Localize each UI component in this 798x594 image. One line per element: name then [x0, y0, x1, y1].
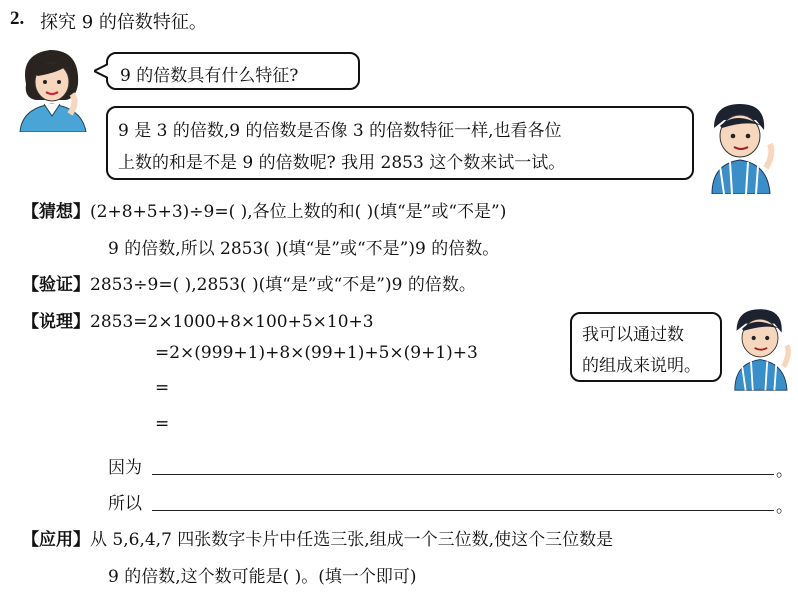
reason-tag: 【说理】 [22, 312, 90, 332]
teacher-bubble-tail [94, 62, 108, 80]
student-bubble2-line1: 我可以通过数 [582, 325, 684, 345]
reason-line1: 2853=2×1000+8×100+5×10+3 [90, 312, 374, 332]
verify-tag: 【验证】 [22, 275, 90, 295]
guess-line2: 9 的倍数,所以 2853( )(填“是”或“不是”)9 的倍数。 [108, 239, 500, 259]
student-illustration [700, 98, 780, 194]
reason-line3: = [155, 378, 170, 398]
teacher-bubble-text: 9 的倍数具有什么特征? [120, 66, 299, 86]
student-speech-bubble [106, 106, 694, 180]
verify-line1: 2853÷9=( ),2853( )(填“是”或“不是”)9 的倍数。 [90, 275, 476, 295]
because-answer-line[interactable] [152, 474, 774, 475]
student-bubble2-line2: 的组成来说明。 [582, 356, 701, 376]
apply-line1: 从 5,6,4,7 四张数字卡片中任选三张,组成一个三位数,使这个三位数是 [90, 530, 614, 550]
guess-line1-row [22, 197, 506, 222]
student-bubble-line2: 上数的和是不是 9 的倍数呢? 我用 2853 这个数来试一试。 [118, 153, 566, 173]
guess-tag: 【猜想】 [22, 202, 90, 222]
apply-tag: 【应用】 [22, 530, 90, 550]
problem-title: 探究 9 的倍数特征。 [40, 12, 207, 33]
because-label: 因为 [108, 458, 142, 478]
apply-line2: 9 的倍数,这个数可能是( )。(填一个即可) [108, 567, 417, 587]
apply-row [22, 525, 613, 550]
student-speech-bubble-2 [570, 312, 722, 382]
student-illustration-2 [724, 302, 796, 392]
teacher-speech-bubble [106, 52, 360, 90]
so-period: 。 [776, 497, 793, 517]
reason-line2: =2×(999+1)+8×(99+1)+5×(9+1)+3 [155, 343, 478, 363]
reason-row [22, 307, 374, 332]
guess-line1: (2+8+5+3)÷9=( ),各位上数的和( )(填“是”或“不是”) [90, 202, 507, 222]
problem-number: 2. [10, 8, 25, 29]
teacher-illustration [14, 44, 96, 132]
because-period: 。 [776, 461, 793, 481]
verify-row [22, 270, 476, 295]
student-bubble-line1: 9 是 3 的倍数,9 的倍数是否像 3 的倍数特征一样,也看各位 [118, 121, 562, 141]
so-answer-line[interactable] [152, 510, 774, 511]
so-label: 所以 [108, 494, 142, 514]
reason-line4: = [155, 414, 170, 434]
